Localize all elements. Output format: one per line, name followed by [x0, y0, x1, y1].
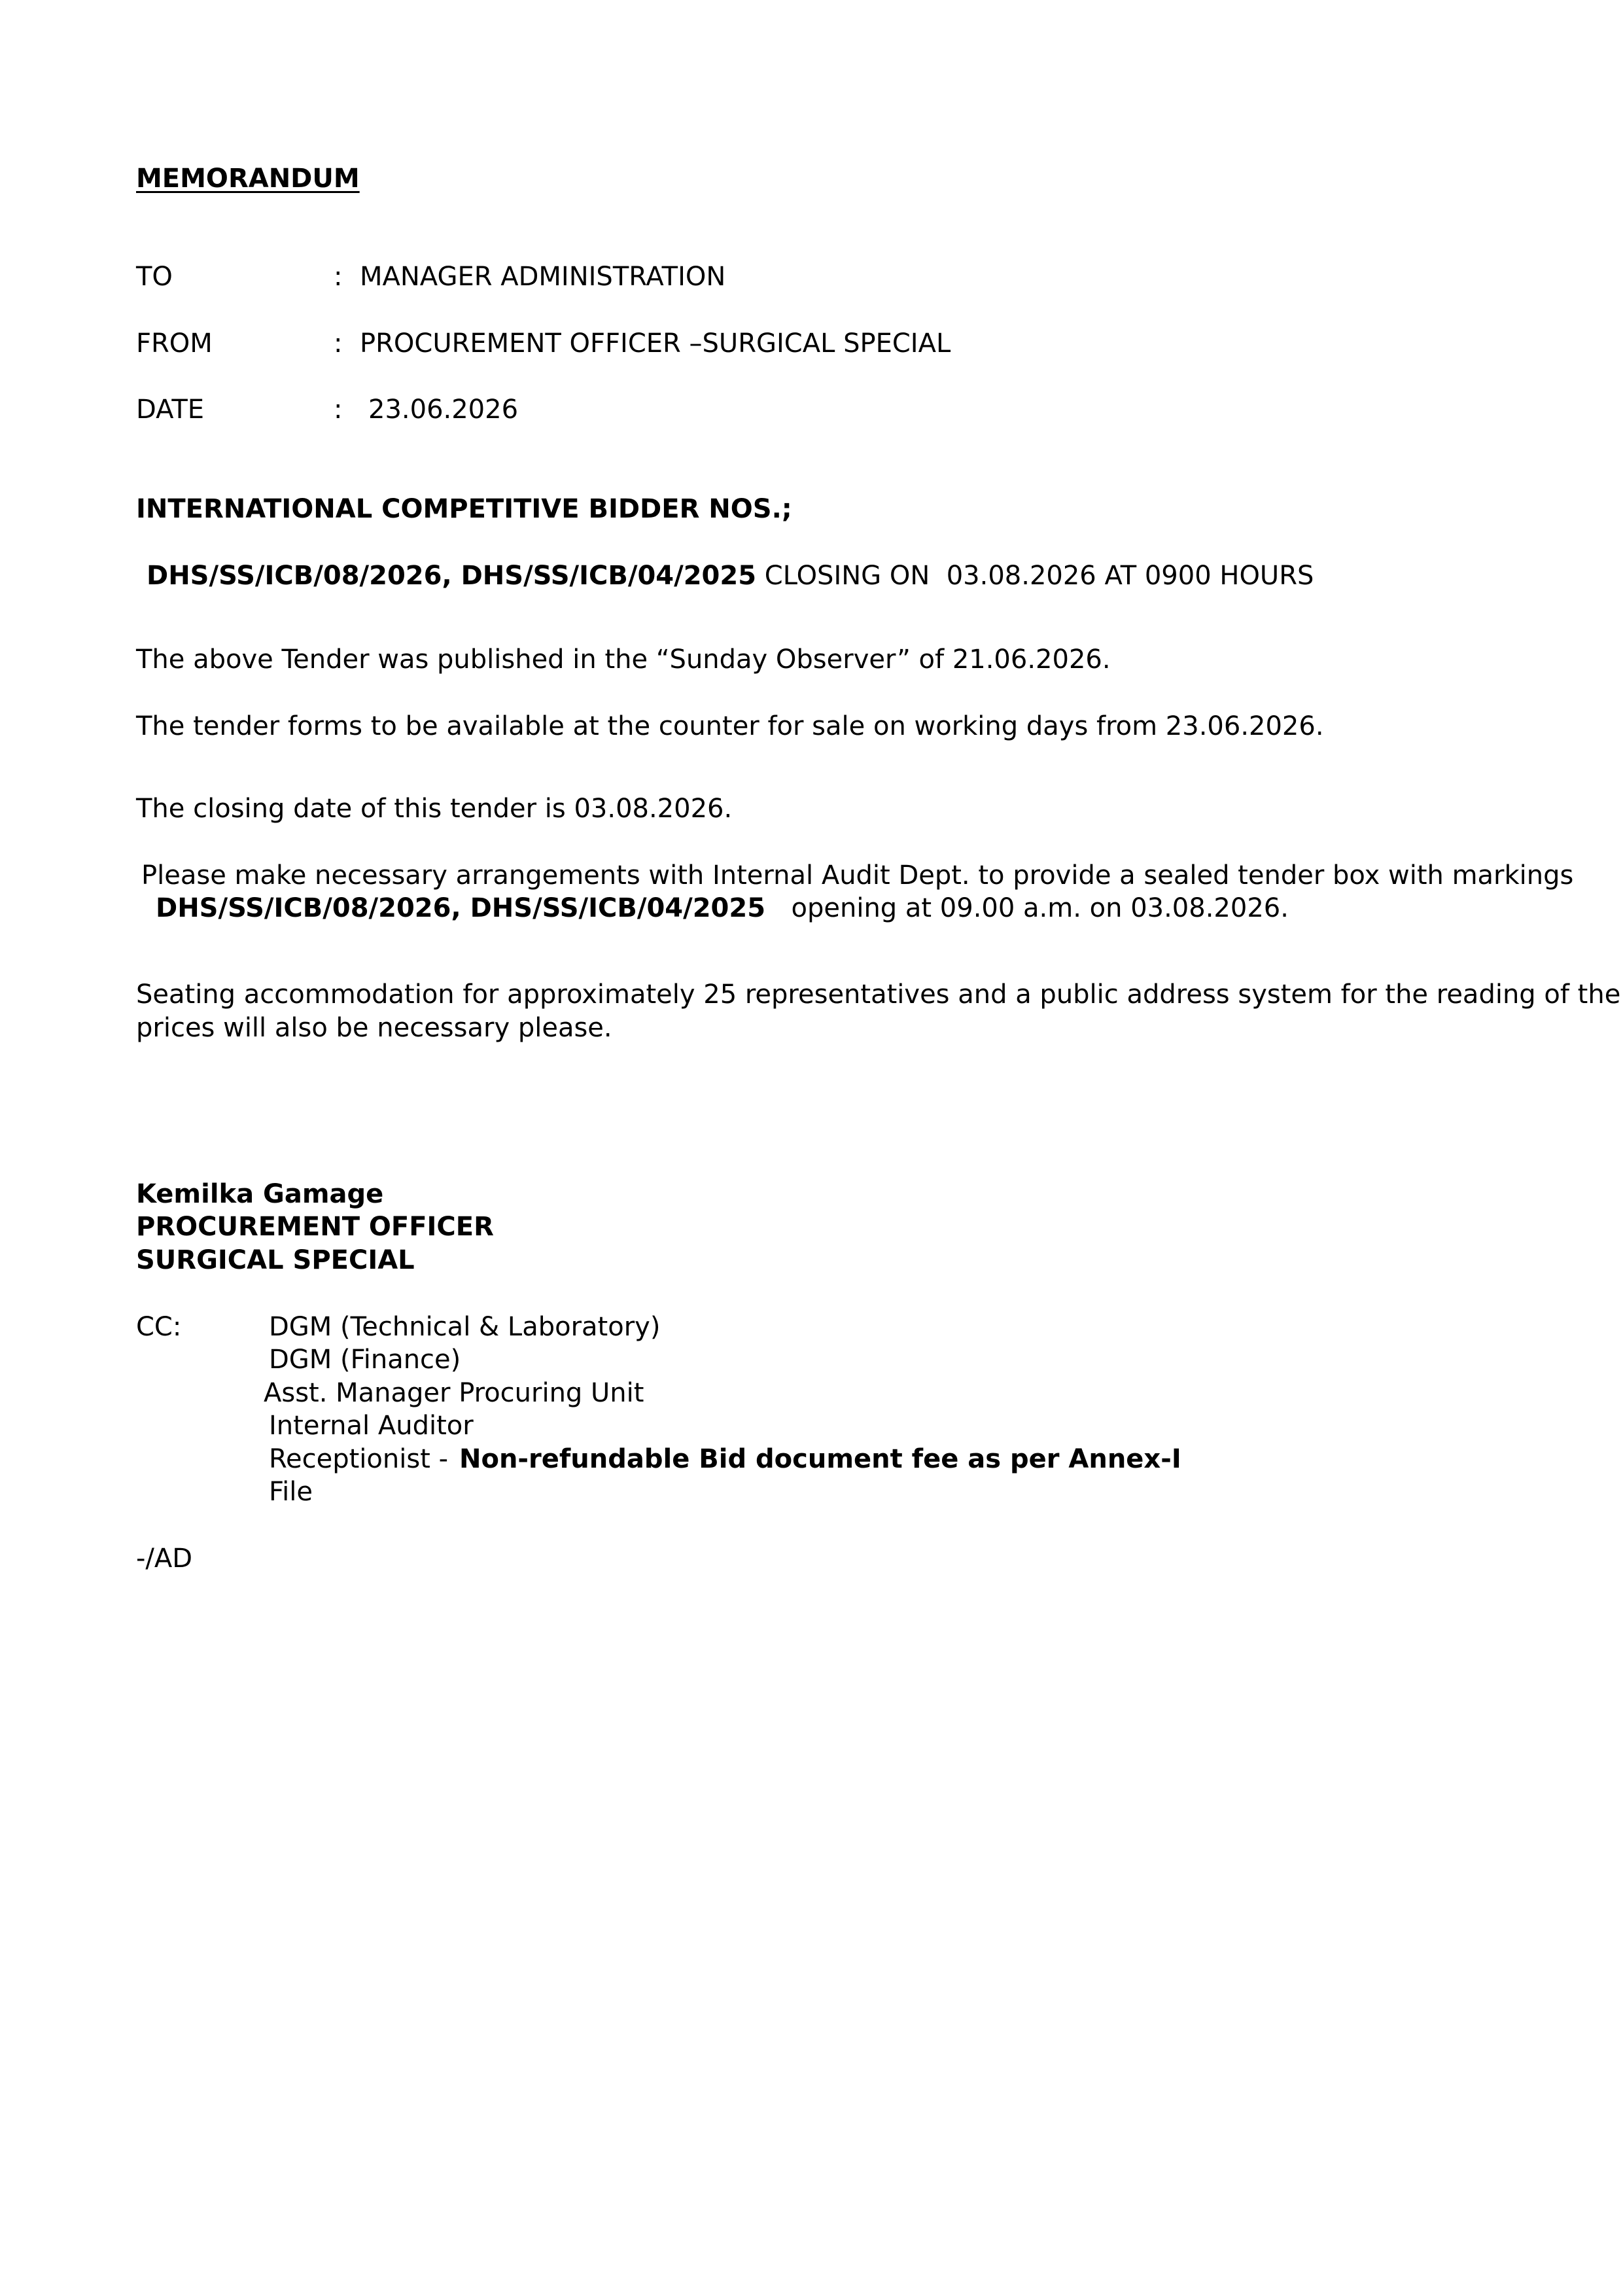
to-colon: : [334, 262, 343, 292]
cc-recipient: DGM (Finance) [269, 1345, 461, 1375]
date-value: 23.06.2026 [368, 395, 519, 425]
closing-date-paragraph: The closing date of this tender is 03.08.2026. [136, 794, 733, 824]
to-value: MANAGER ADMINISTRATION [360, 262, 726, 292]
reference-initials: -/AD [136, 1544, 193, 1574]
bidder-numbers: DHS/SS/ICB/08/2026, DHS/SS/ICB/04/2025 [147, 561, 757, 591]
to-label: TO [136, 262, 173, 292]
from-value: PROCUREMENT OFFICER –SURGICAL SPECIAL [360, 328, 951, 359]
forms-paragraph: The tender forms to be available at the counter for sale on working days from 23.06.2026. [136, 711, 1324, 741]
published-paragraph: The above Tender was published in the “Sunday Observer” of 21.06.2026. [136, 645, 1111, 675]
bidder-closing: CLOSING ON 03.08.2026 AT 0900 HOURS [764, 561, 1314, 591]
receptionist-note: Non-refundable Bid document fee as per Annex-I [459, 1444, 1181, 1474]
cc-recipient: File [269, 1477, 313, 1507]
from-label: FROM [136, 328, 213, 359]
signatory-name: Kemilka Gamage [136, 1179, 384, 1209]
bidder-heading: INTERNATIONAL COMPETITIVE BIDDER NOS.; [136, 494, 792, 524]
cc-recipient: Receptionist - [269, 1444, 449, 1474]
arrangements-line-1: Please make necessary arrangements with Internal Audit Dept. to provide a sealed tender box with markings [141, 860, 1574, 891]
cc-recipient: Internal Auditor [269, 1411, 474, 1441]
arrangements-tail: opening at 09.00 a.m. on 03.08.2026. [791, 893, 1289, 923]
date-colon: : [334, 395, 343, 425]
date-label: DATE [136, 395, 205, 425]
arrangements-numbers: DHS/SS/ICB/08/2026, DHS/SS/ICB/04/2025 [156, 893, 766, 923]
cc-recipient: Asst. Manager Procuring Unit [264, 1378, 644, 1408]
memo-heading: MEMORANDUM [136, 164, 360, 194]
cc-label: CC: [136, 1312, 182, 1342]
bidder-line [147, 559, 1314, 592]
seating-line-2: prices will also be necessary please. [136, 1013, 612, 1043]
signatory-unit: SURGICAL SPECIAL [136, 1245, 415, 1275]
from-colon: : [334, 328, 343, 359]
arrangements-line-2 [156, 892, 1289, 925]
cc-recipient: DGM (Technical & Laboratory) [269, 1312, 661, 1342]
signatory-title: PROCUREMENT OFFICER [136, 1212, 494, 1242]
seating-line-1: Seating accommodation for approximately 25 representatives and a public address system for the reading of the [136, 980, 1621, 1010]
